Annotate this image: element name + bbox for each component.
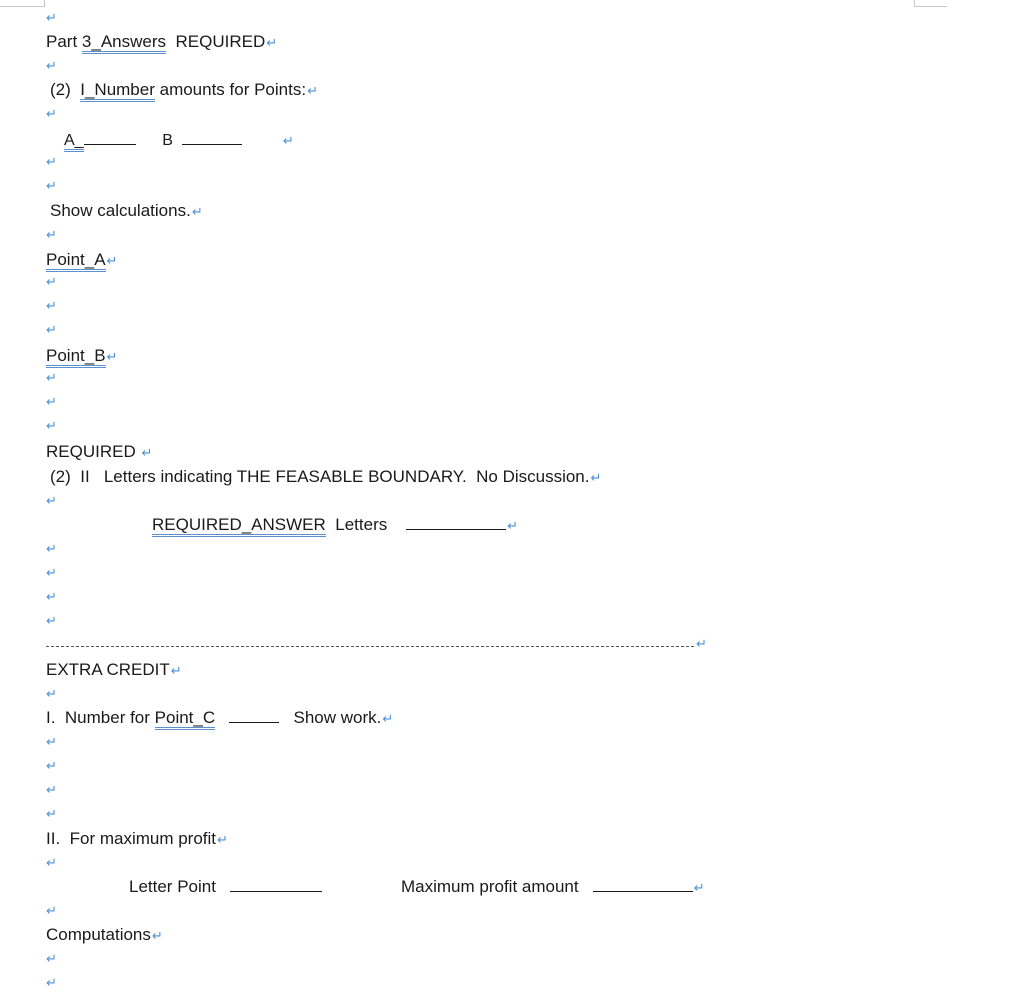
required-heading-2: REQUIRED ↵: [46, 442, 153, 461]
paragraph-mark: ↵: [46, 758, 57, 773]
paragraph-mark: ↵: [46, 613, 57, 628]
paragraph-mark: ↵: [696, 636, 707, 651]
part-heading: [46, 32, 277, 53]
paragraph-mark: ↵: [191, 204, 203, 219]
point-b-link[interactable]: Point_B: [46, 346, 106, 368]
paragraph-mark: ↵: [46, 106, 57, 121]
paragraph-mark: ↵: [151, 928, 163, 943]
max-profit-label: Maximum profit amount: [401, 877, 579, 896]
letters-label: Letters: [335, 515, 388, 534]
paragraph-mark: ↵: [46, 806, 57, 821]
paragraph-mark: ↵: [46, 10, 57, 25]
letter-point-blank[interactable]: [230, 877, 322, 892]
max-profit-line: [401, 877, 705, 898]
paragraph-mark: ↵: [46, 975, 57, 990]
letters-blank[interactable]: [406, 515, 506, 530]
paragraph-mark: ↵: [46, 951, 57, 966]
point-c-blank[interactable]: [229, 708, 279, 723]
letter-point-label: Letter Point: [129, 877, 216, 896]
crop-mark-left: [0, 0, 45, 7]
paragraph-mark: ↵: [590, 470, 602, 485]
answer-b-label: B: [162, 132, 173, 149]
q1-text: amounts for Points:: [159, 80, 307, 99]
paragraph-mark: ↵: [106, 349, 118, 364]
paragraph-mark: ↵: [46, 855, 57, 870]
answer-b-blank[interactable]: [182, 130, 242, 145]
paragraph-mark: ↵: [282, 133, 294, 148]
required-label: REQUIRED: [175, 32, 266, 51]
question-1: [50, 80, 318, 101]
paragraph-mark: ↵: [46, 493, 57, 508]
point-a-heading: [46, 250, 117, 271]
paragraph-mark: ↵: [46, 394, 57, 409]
q1-number-link[interactable]: I_Number: [80, 80, 155, 102]
paragraph-mark: ↵: [46, 589, 57, 604]
part-word: Part: [46, 32, 78, 51]
q1-points: (2): [50, 80, 71, 99]
paragraph-mark: ↵: [46, 418, 57, 433]
crop-mark-right: [914, 0, 947, 7]
letter-point-line: [129, 877, 322, 897]
paragraph-mark: ↵: [46, 154, 57, 169]
paragraph-mark: ↵: [46, 734, 57, 749]
part-answers-link[interactable]: 3_Answers: [82, 32, 166, 54]
answer-a-label: A_: [64, 132, 84, 152]
paragraph-mark: ↵: [266, 35, 278, 50]
paragraph-mark: ↵: [507, 518, 519, 533]
paragraph-mark: ↵: [46, 370, 57, 385]
paragraph-mark: ↵: [382, 711, 394, 726]
extra-question-2: II. For maximum profit↵: [46, 829, 228, 848]
max-profit-blank[interactable]: [593, 877, 693, 892]
paragraph-mark: ↵: [170, 663, 182, 678]
answer-line-ab: [64, 130, 294, 151]
paragraph-mark: ↵: [141, 445, 153, 460]
paragraph-mark: ↵: [46, 565, 57, 580]
point-c-link[interactable]: Point_C: [155, 708, 215, 730]
paragraph-mark: ↵: [46, 227, 57, 242]
paragraph-mark: ↵: [307, 83, 318, 98]
question-2: (2) II Letters indicating THE FEASABLE BOUNDARY. No Discussion.↵: [50, 467, 602, 486]
paragraph-mark: ↵: [46, 541, 57, 556]
paragraph-mark: ↵: [693, 880, 705, 895]
paragraph-mark: ↵: [46, 322, 57, 337]
paragraph-mark: ↵: [217, 832, 228, 847]
extra-question-1: I. Number for Point_C Show work.↵: [46, 708, 393, 729]
computations-heading: Computations↵: [46, 925, 163, 944]
extra-credit-heading: EXTRA CREDIT↵: [46, 660, 182, 679]
paragraph-mark: ↵: [46, 298, 57, 313]
point-b-heading: [46, 346, 117, 367]
required-answer-line: [152, 515, 518, 536]
show-calculations: Show calculations.↵: [50, 201, 203, 220]
required-answer-link[interactable]: REQUIRED_ANSWER: [152, 515, 326, 537]
paragraph-mark: ↵: [46, 178, 57, 193]
answer-a-blank[interactable]: [84, 130, 136, 145]
paragraph-mark: ↵: [46, 903, 57, 918]
paragraph-mark: ↵: [46, 274, 57, 289]
paragraph-mark: ↵: [46, 782, 57, 797]
point-a-link[interactable]: Point_A: [46, 250, 106, 272]
paragraph-mark: ↵: [46, 58, 57, 73]
separator-dashes: [46, 646, 694, 647]
paragraph-mark: ↵: [106, 253, 118, 268]
paragraph-mark: ↵: [46, 686, 57, 701]
